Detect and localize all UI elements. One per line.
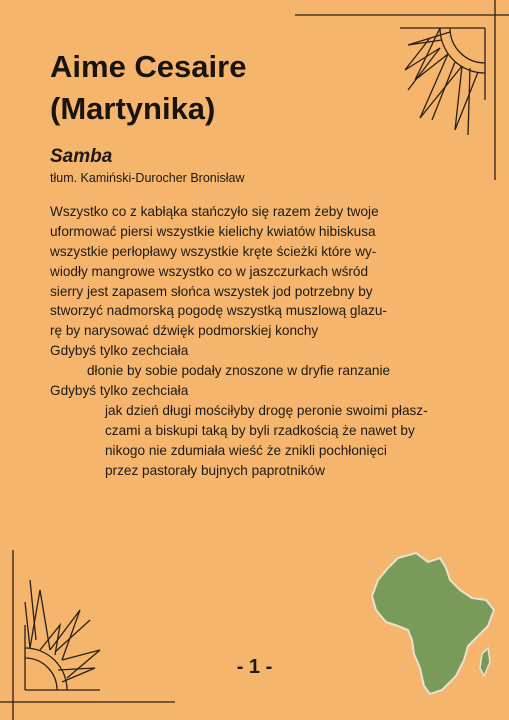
poem-title: Samba [50,146,113,167]
translator-credit: tłum. Kamiński-Durocher Bronisław [50,171,245,185]
page-title [50,46,310,130]
poem-line-indented: czami a biskupi taką by byli rzadkością że nawet by [105,422,415,438]
poem-line: stworzyć nadmorską pogodę wszystką muszlową glazu- [50,303,387,319]
sun-corner-top-right-icon [290,0,509,180]
title-line-1: Aime Cesaire [50,49,247,84]
poem-line: uformować piersi wszystkie kielichy kwiatów hibiskusa [50,223,376,239]
poem-line-indented: przez pastorały bujnych paprotników [105,462,325,478]
poem-line: sierry jest zapasem słońca wszystek jod potrzebny by [50,283,373,299]
poem-line-indented: jak dzień długi mościłyby drogę peronie swoimi płasz- [105,402,428,418]
poem-body [50,202,470,480]
poem-line: wszystkie perłopławy wszystkie kręte ścieżki które wy- [50,243,377,259]
poem-line: rę by narysować dźwięk podmorskiej konchy [50,323,319,339]
poem-line: Gdybyś tylko zechciała [50,343,189,359]
poem-line: Gdybyś tylko zechciała [50,383,189,399]
poem-line: Wszystko co z kabłąka stańczyło się razem żeby twoje [50,204,379,219]
poem-line-indented: nikogo nie zdumiała wieść że znikli pochłonięci [105,442,387,458]
page-number: - 1 - [236,656,273,678]
sun-corner-bottom-left-icon [0,540,180,720]
title-line-2: (Martynika) [50,91,216,126]
poem-line-indented: dłonie by sobie podały znoszone w dryfie ranzanie [87,363,391,379]
poem-line: wiodły mangrowe wszystko co w jaszczurkach wśród [50,263,369,279]
